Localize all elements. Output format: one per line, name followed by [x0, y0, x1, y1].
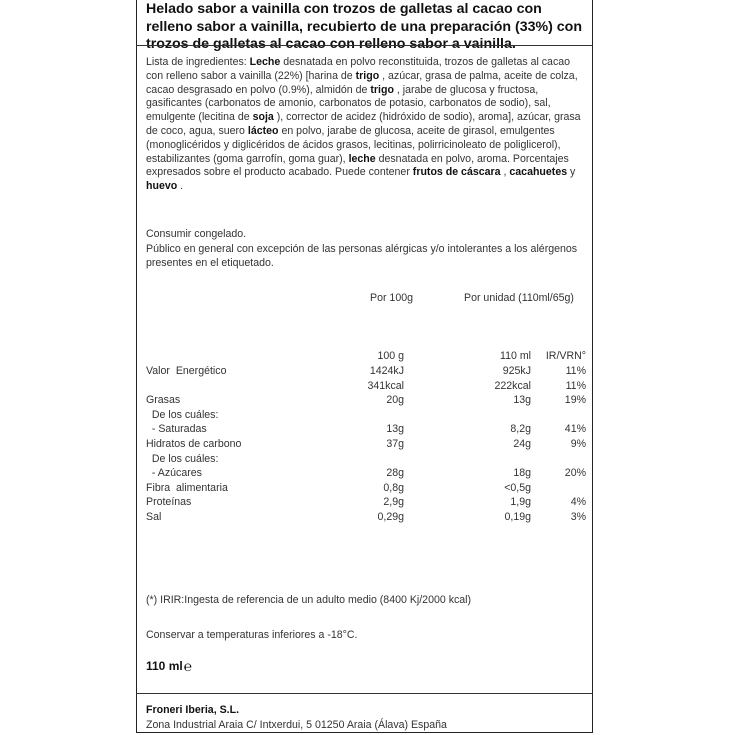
- nutrition-row-per-unit: 13g: [513, 394, 531, 407]
- net-quantity: [146, 660, 586, 674]
- nutrition-row-per100: 1424kJ: [369, 365, 404, 377]
- nutrition-row-per100: 37g: [386, 438, 404, 450]
- nutrition-subheader-100g: 100 g: [377, 350, 404, 362]
- nutrition-row-per100: 13g: [386, 423, 404, 436]
- nutrition-row-per100: 341kcal: [367, 379, 404, 392]
- storage-note: Conservar a temperaturas inferiores a -18°C.: [146, 629, 358, 641]
- estimated-sign-icon: ℮: [183, 658, 193, 674]
- nutrition-row-label: - Azúcares: [146, 467, 202, 480]
- nutrition-header-unit: Por unidad (110ml/65g): [464, 292, 574, 304]
- nutrition-row-label: Fibra alimentaria: [146, 481, 228, 494]
- nutrition-subheader-110ml: 110 ml: [499, 350, 531, 362]
- nutrition-row-ir: 19%: [564, 394, 586, 407]
- net-quantity-value: 110 ml: [146, 659, 183, 673]
- nutrition-row-per100: 2,9g: [383, 496, 404, 509]
- company-address: Zona Industrial Araia C/ Intxerdui, 5 01250 Araia (Álava) España: [146, 719, 447, 731]
- nutrition-header-per100: Por 100g: [370, 292, 413, 304]
- product-title: Helado sabor a vainilla con trozos de galletas al cacao con relleno sabor a vainilla, recubierto de una preparación (33%) con trozos de galletas al cacao con relleno sabor a vainilla.: [146, 1, 583, 52]
- nutrition-row-label: Hidratos de carbono: [146, 438, 242, 450]
- nutrition-row-per100: 0,29g: [377, 511, 404, 523]
- nutrition-row-label: De los cuáles:: [146, 408, 219, 421]
- nutrition-row-ir: 20%: [564, 467, 586, 480]
- nutrition-row-per-unit: 222kcal: [494, 379, 531, 392]
- consume-note: Consumir congelado.: [146, 228, 247, 240]
- public-note: Público en general con excepción de las personas alérgicas y/o intolerantes a los alérgenos presentes en el etiquetado.: [146, 243, 578, 269]
- nutrition-row-per100: 28g: [386, 467, 404, 480]
- nutrition-row-label: Valor Energético: [146, 365, 227, 377]
- nutrition-row-per-unit: <0,5g: [504, 481, 531, 494]
- nutrition-row-label: - Saturadas: [146, 423, 207, 436]
- nutrition-row-per-unit: 925kJ: [502, 365, 531, 377]
- title-divider: [136, 45, 593, 46]
- nutrition-row-label: Grasas: [146, 394, 181, 407]
- nutrition-row-ir: 4%: [570, 496, 586, 509]
- nutrition-row-per100: 0,8g: [383, 481, 404, 494]
- nutrition-row-ir: 11%: [565, 365, 586, 377]
- nutrition-row-per-unit: 0,19g: [504, 511, 531, 523]
- nutrition-row-ir: 41%: [564, 423, 586, 436]
- nutrition-row-per-unit: 8,2g: [510, 423, 531, 436]
- nutrition-row-per-unit: 18g: [513, 467, 531, 480]
- nutrition-row-label: Sal: [146, 511, 162, 523]
- nutrition-row-per100: 20g: [386, 394, 404, 407]
- nutrition-row-label: De los cuáles:: [146, 452, 219, 465]
- nutrition-row-per-unit: 24g: [513, 438, 531, 450]
- company-name: Froneri Iberia, S.L.: [146, 704, 240, 716]
- nutrition-row-ir: 9%: [570, 438, 586, 450]
- ingredients-list: Lista de ingredientes: Leche desnatada en polvo reconstituida, trozos de galletas al cacao con relleno sabor a vainilla (22%) [harina de trigo , azúcar, grasa de palma, aceite de colza, cacao desgrasado en polvo (0.9%), almidón de trigo , jarabe de glucosa y fructosa, gasificantes (carbonatos de amonio, carbonatos de potasio, carbonatos de sodio), sal, emulgente (lecitina de soja ), corrector de acidez (hidróxido de sodio), aroma], azúcar, grasa de coco, agua, suero lácteo en polvo, jarabe de glucosa, aceite de girasol, emulgentes (monoglicéridos y diglicéridos de ácidos grasos, lecitinas, polirricinoleato de poliglicerol), estabilizantes (goma garrofín, goma guar), leche desnatada en polvo, aroma. Porcentajes expresados sobre el producto acabado. Puede contener frutos de cáscara , cacahuetes y huevo .: [146, 56, 581, 193]
- nutrition-subheader-ir: IR/VRN°: [545, 350, 586, 362]
- nutrition-row-label: Proteínas: [146, 496, 192, 509]
- nutrition-row-ir: 11%: [565, 379, 586, 392]
- ir-footnote: (*) IRIR:Ingesta de referencia de un adulto medio (8400 Kj/2000 kcal): [146, 594, 472, 606]
- nutrition-row-ir: 3%: [570, 511, 586, 523]
- footer-divider: [136, 693, 593, 694]
- nutrition-row-per-unit: 1,9g: [510, 496, 531, 509]
